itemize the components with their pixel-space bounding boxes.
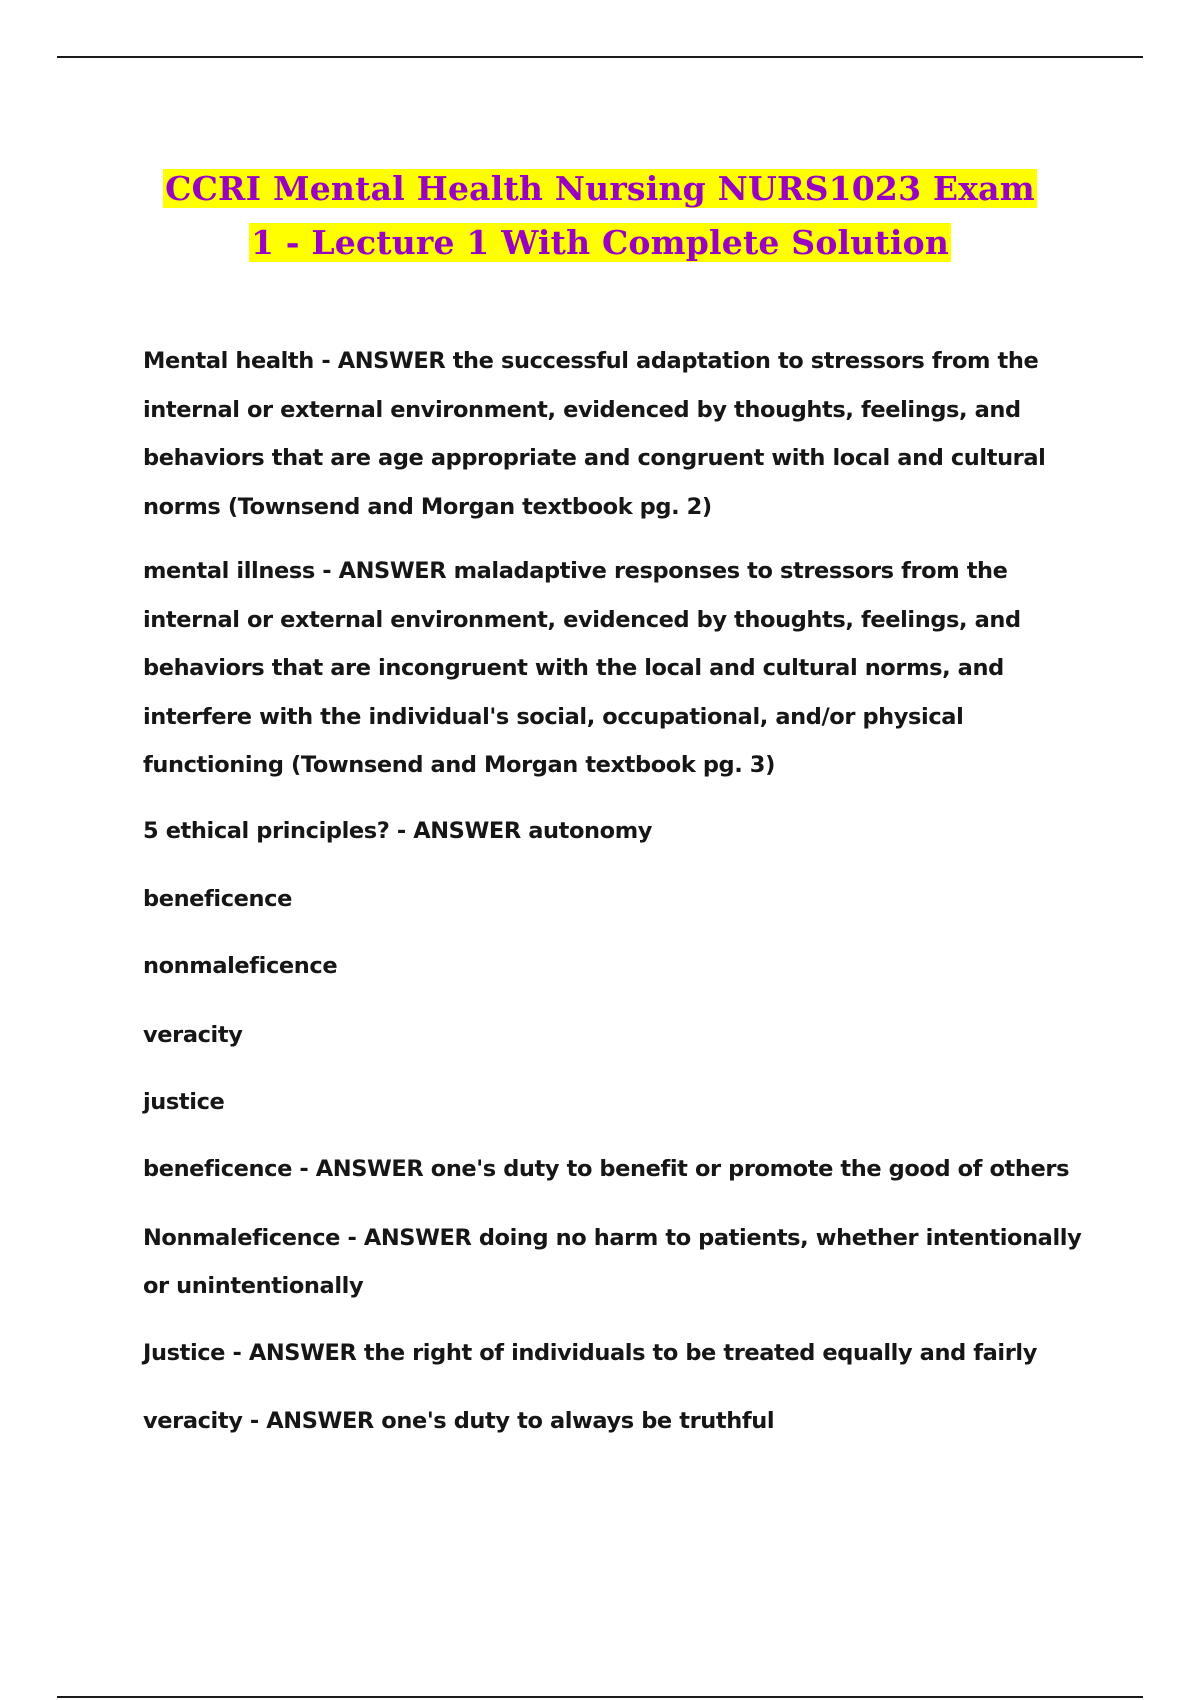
- entry-list-beneficence: beneficence: [143, 886, 292, 912]
- entry-mental-illness: mental illness - ANSWER maladaptive responses to stressors from the internal or external environment, evidenced by thoughts, feelings, and behaviors that are incongruent with the local and cultural norms, and interfere with the individual's social, occupational, and/or physical functioning (Townsend and Morgan textbook pg. 3): [143, 558, 1021, 778]
- entry-ethical-principles: 5 ethical principles? - ANSWER autonomy: [143, 817, 653, 844]
- document-body: [143, 337, 1103, 1446]
- entry-beneficence-definition: beneficence - ANSWER one's duty to benefit or promote the good of others: [143, 1156, 1070, 1182]
- entry-list-justice: justice: [143, 1088, 225, 1115]
- entry-list-veracity: veracity: [143, 1022, 243, 1048]
- entry-list-nonmaleficence: nonmaleficence: [143, 952, 338, 979]
- entry-nonmaleficence-definition: Nonmaleficence - ANSWER doing no harm to patients, whether intentionally or unintentionally: [143, 1224, 1082, 1299]
- header-rule: [57, 56, 1143, 58]
- document-title: [100, 162, 1100, 270]
- document-title-line-1: CCRI Mental Health Nursing NURS1023 Exam: [165, 169, 1035, 209]
- document-title-line-2: 1 - Lecture 1 With Complete Solution: [250, 223, 950, 263]
- footer-rule: [57, 1696, 1143, 1698]
- entry-mental-health: Mental health - ANSWER the successful adaptation to stressors from the internal or external environment, evidenced by thoughts, feelings, and behaviors that are age appropriate and congruent with local and cultural norms (Townsend and Morgan textbook pg. 2): [143, 348, 1046, 520]
- entry-justice-definition: Justice - ANSWER the right of individuals to be treated equally and fairly: [143, 1339, 1037, 1366]
- entry-veracity-definition: veracity - ANSWER one's duty to always be truthful: [143, 1408, 775, 1434]
